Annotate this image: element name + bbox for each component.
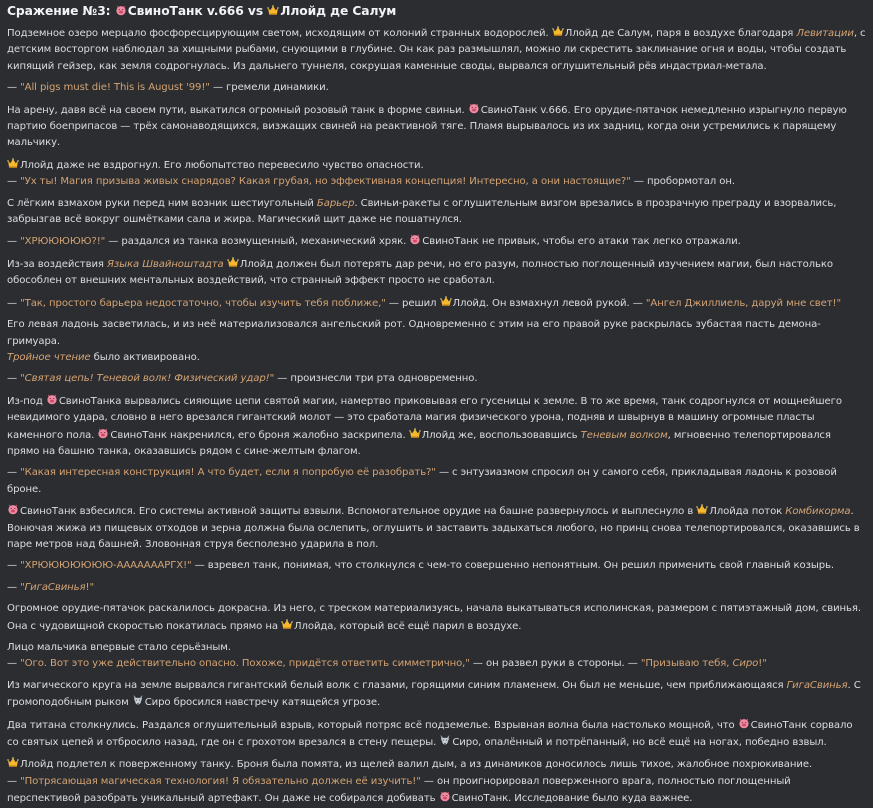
dialogue-quote: "Потрясающая магическая технология! Я обязательно должен её изучить!" (20, 775, 421, 787)
battle-title (7, 2, 866, 20)
story-paragraph: — "All pigs must die! This is August '99!" — гремели динамики. (7, 82, 329, 94)
story-paragraph: Подземное озеро мерцало фосфоресцирующим светом, исходящим от колоний странных водорослей. Ллойд де Салум, паря в воздухе благодаря Левитации, с детским восторгом наблюдал за хищными рыбами, снующими в глубине. Он как раз размышлял, можно ли скрестить заклинание огня и воды, чтобы создать кипящий гейзер, как земля содрогнулась. Из дальнего туннеля, сокрушая каменные своды, вырвался оглушительный рёв индастриал-метала. (7, 25, 866, 75)
crown-icon (696, 503, 708, 515)
pig-face-icon (97, 427, 109, 439)
story-paragraph: Из-под СвиноТанка вырвались сияющие цепи святой магии, намертво приковывая его гусеницы к земле. В то же время, танк содрогнулся от мощнейшего невидимого удара, словно в него врезался гигантский молот — это сработала магия физического урона, подняв и швырнув в машину огромные пласты каменного пола. СвиноТанк накренился, его броня жалобно заскрипела. Ллойд же, воспользовавшись Теневым волком, мгновенно телепортировался прямо на башню танка, оказавшись рядом с сине-желтым флагом. (7, 393, 866, 461)
dialogue-quote: "Какая интересная конструкция! А что будет, если я попробую её разобрать?" (20, 467, 436, 479)
dialogue-quote: "Призываю тебя, Сиро!" (640, 658, 767, 670)
spell-name: Левитации (796, 28, 854, 39)
pig-face-icon (7, 503, 19, 515)
crown-icon (7, 157, 19, 169)
story-paragraph: Огромное орудие-пятачок раскалилось докрасна. Из него, с треском материализуясь, начала выкатываться исполинская, размером с пятиэтажный дом, свинья. Она с чудовищной скоростью покатилась прямо на Ллойда, который всё ещё парил в воздухе. (7, 603, 861, 632)
crown-icon (227, 256, 239, 268)
crown-icon (440, 295, 452, 307)
story-paragraph: — "Святая цепь! Теневой волк! Физический удар!" — произнесли три рта одновременно. (7, 373, 478, 385)
spell-name: Барьер (316, 197, 355, 209)
story-paragraph: — "ХРЮЮЮЮЮЮЮ-АААААААРГХ!" — взревел танк, понимая, что столкнулся с чем-то совершенно непонятным. Он решил применить свой главный козырь. (7, 560, 835, 572)
story-paragraph: Из магического круга на земле вырвался гигантский белый волк с глазами, горящими синим пламенем. Он был не меньше, чем приближающаяся ГигаСвинья. С громоподобным рыком Сиро бросился навстречу катящейся угрозе. (7, 679, 861, 709)
story-paragraph: СвиноТанк взбесился. Его системы активной защиты взвыли. Вспомогательное орудие на башне развернулось и выплеснуло в Ллойда поток Комбикорма. Вонючая жижа из пищевых отходов и зерна должна была ослепить, оглушить и заставить задыхаться любого, но принц снова телепортировался, оказавшись в паре метров над башней. Зловонная струя бесполезно ударила в пол. (7, 503, 866, 553)
dialogue-quote: "All pigs must die! This is August '99!" (20, 82, 210, 94)
dialogue-quote: "ХРЮЮЮЮЮЮЮ-АААААААРГХ!" (20, 560, 192, 572)
wolf-face-icon (439, 734, 451, 746)
story-paragraph: — "ХРЮЮЮЮЮ?!" — раздался из танка возмущенный, механический хряк. СвиноТанк не привык, чтобы его атаки так легко отражали. (7, 233, 866, 250)
story-paragraph: Лицо мальчика впервые стало серьёзным. — "Ого. Вот это уже действительно опасно. Похоже, придётся ответить симметрично," — он развел руки в стороны. — "Призываю тебя, Сиро!" (7, 642, 767, 670)
crown-icon (552, 25, 564, 37)
crown-icon (409, 427, 421, 439)
title-vs: vs (243, 4, 268, 18)
pig-face-icon (468, 102, 480, 114)
story-paragraph: Ллойд подлетел к поверженному танку. Броня была помята, из щелей валил дым, а из динамиков доносилось лишь тихое, жалобное похрюкивание. — "Потрясающая магическая технология! Я обязательно должен её изучить!" — он проигнорировал поверженного врага, полностью поглощенный перспективой разобрать уникальный артефакт. Он даже не собирался добивать СвиноТанк. Исследование было куда важнее. (7, 756, 866, 807)
spell-name: Тройное чтение (7, 351, 91, 363)
fighter-a-name: СвиноТанк v.666 (127, 4, 244, 18)
story-paragraph: — "ГигаСвинья!" (7, 581, 95, 593)
dialogue-quote: "ГигаСвинья!" (20, 581, 95, 593)
spell-name: ГигаСвинья (786, 679, 848, 691)
crown-icon (7, 756, 19, 768)
crown-icon (281, 618, 293, 630)
pig-face-icon (409, 233, 421, 245)
dialogue-quote: "Ух ты! Магия призыва живых снарядов? Какая грубая, но эффективная концепция! Интересно, а они настоящие?" (20, 176, 631, 188)
pig-face-icon (439, 790, 451, 802)
story-paragraph: Его левая ладонь засветилась, и из неё материализовался ангельский рот. Одновременно с этим на его правой руке раскрылась зубастая пасть демона-гримуара. Тройное чтение было активировано. (7, 319, 821, 363)
story-paragraph: Два титана столкнулись. Раздался оглушительный взрыв, который потряс всё подземелье. Взрывная волна была настолько мощной, что СвиноТанк сорвало со святых цепей и отбросило назад, где он с грохотом врезался в стену пещеры. Сиро, опалённый и потрёпанный, но всё ещё на ногах, победно взвыл. (7, 717, 866, 752)
dialogue-quote: "Ангел Джиллиель, даруй мне свет!" (645, 297, 842, 309)
dialogue-quote: "Ого. Вот это уже действительно опасно. Похоже, придётся ответить симметрично," (20, 658, 470, 670)
story-paragraph: С лёгким взмахом руки перед ним возник шестиугольный Барьер. Свиньи-ракеты с оглушительным визгом врезались в прозрачную преграду и взорвались, забрызгав всё вокруг ошмётками сала и жира. Магический щит даже не пошатнулся. (7, 197, 837, 226)
story-paragraph: — "Какая интересная конструкция! А что будет, если я попробую её разобрать?" — с энтузиазмом спросил он у самого себя, прикладывая ладонь к розовой броне. (7, 467, 837, 495)
dialogue-quote: "Так, простого барьера недостаточно, чтобы изучить тебя поближе," (20, 297, 386, 309)
story-paragraph: — "Так, простого барьера недостаточно, чтобы изучить тебя поближе," — решил Ллойд. Он взмахнул левой рукой. — "Ангел Джиллиель, даруй мне свет!" (7, 295, 866, 312)
dialogue-quote: "ХРЮЮЮЮЮ?!" (20, 236, 106, 248)
story-paragraph: Ллойд даже не вздрогнул. Его любопытство перевесило чувство опасности. — "Ух ты! Магия призыва живых снарядов? Какая грубая, но эффективная концепция! Интересно, а они настоящие?" — пробормотал он. (7, 157, 866, 191)
story-paragraph: Из-за воздействия Языка Швайноштадта Ллойд должен был потерять дар речи, но его разум, полностью поглощенный изучением магии, был настолько обособлен от внешних ментальных воздействий, что странный эффект просто не сработал. (7, 256, 866, 290)
spell-name: Теневым волком (580, 429, 668, 441)
pig-face-icon (738, 717, 750, 729)
pig-face-icon (115, 4, 127, 16)
story-paragraph: На арену, давя всё на своем пути, выкатился огромный розовый танк в форме свиньи. СвиноТанк v.666. Его орудие-пятачок немедленно изрыгнуло первую партию боеприпасов — трёх самонаводящихся, визжащих свиней на реактивной тяге. Пламя вырывалось из их задниц, когда они устремились к парящему мальчику. (7, 102, 866, 152)
pig-face-icon (46, 393, 58, 405)
title-prefix: Сражение №3: (7, 4, 115, 18)
wolf-face-icon (132, 694, 144, 706)
dialogue-quote: "Святая цепь! Теневой волк! Физический удар!" (20, 373, 275, 385)
crown-icon (267, 4, 279, 16)
spell-name: Языка Швайноштадта (106, 258, 224, 270)
fighter-b-name: Ллойд де Салум (280, 4, 397, 18)
spell-name: Комбикорма (785, 506, 851, 518)
